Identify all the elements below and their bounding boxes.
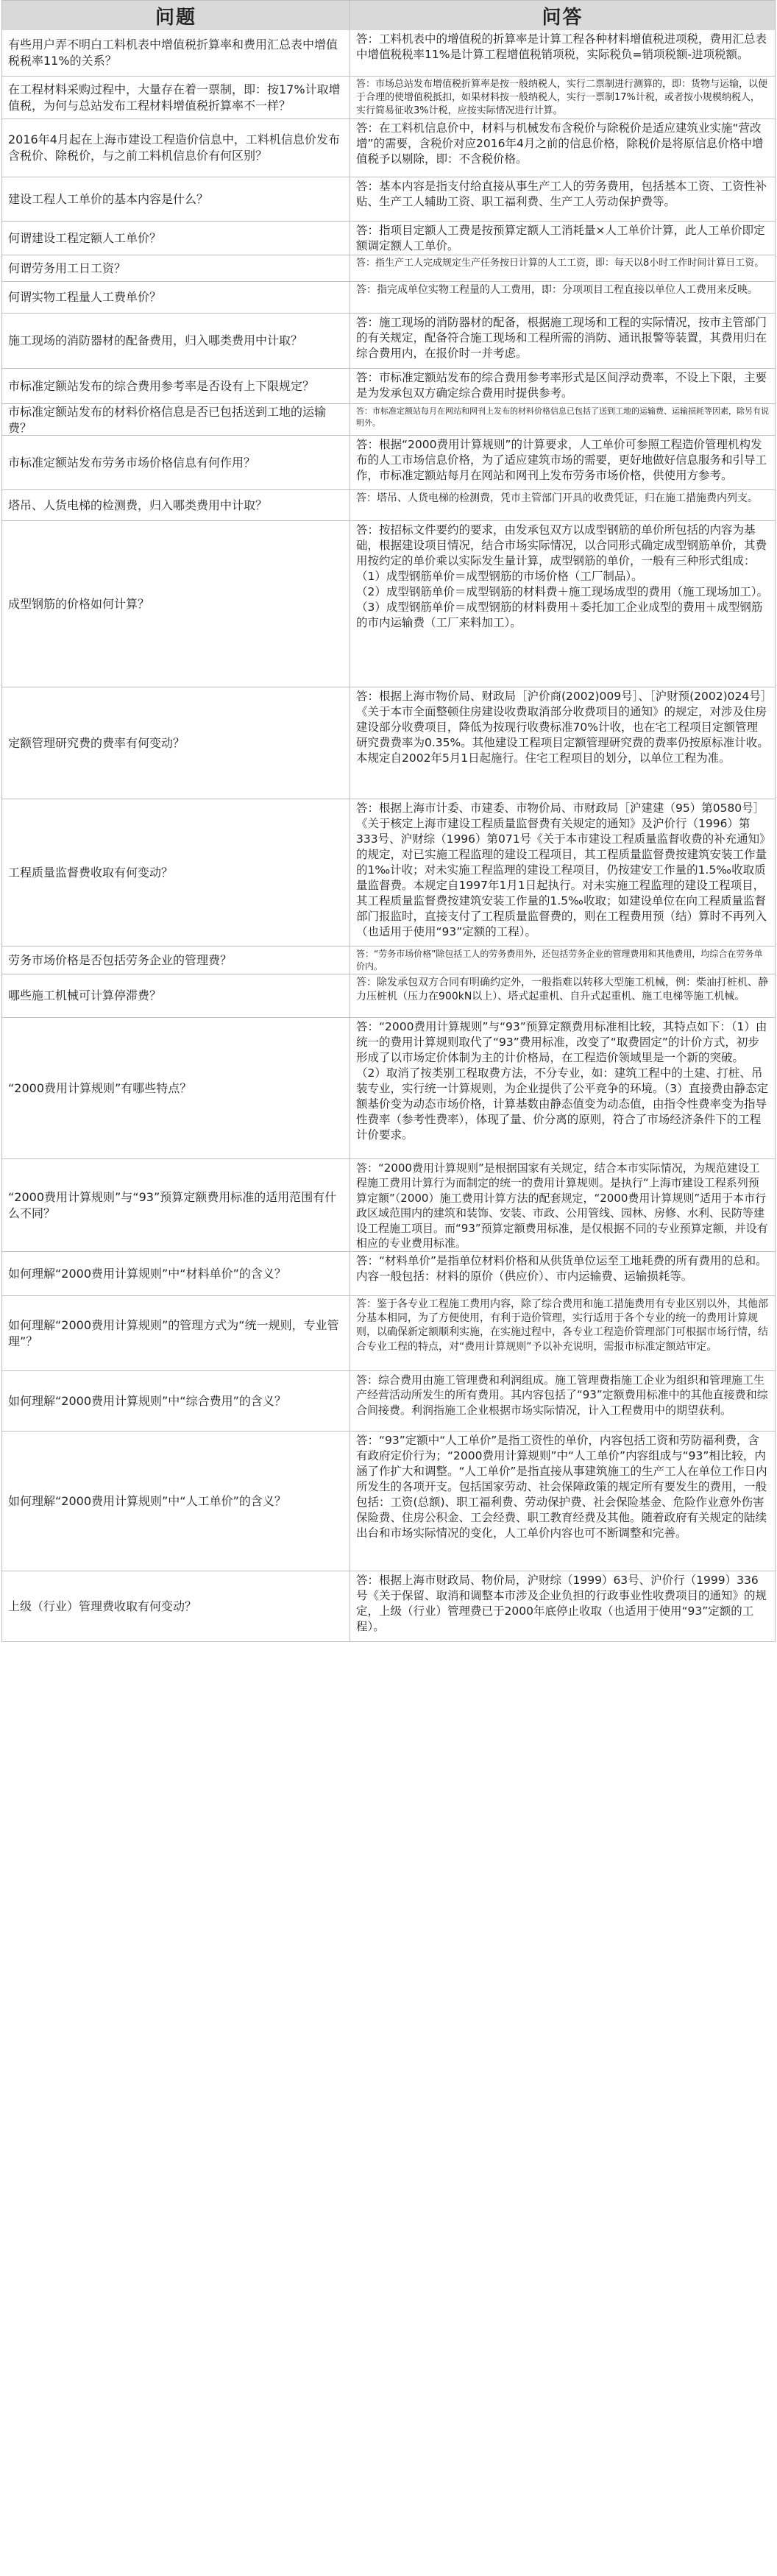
question-cell: 何谓建设工程定额人工单价？ [2,222,350,255]
question-cell: 定额管理研究费的费率有何变动？ [2,687,350,799]
table-row [2,313,775,368]
table-row [2,974,775,1017]
question-cell: 如何理解“2000费用计算规则”中“综合费用”的含义？ [2,1371,350,1431]
table-row [2,489,775,520]
table-row [2,1431,775,1571]
table-row [2,221,775,255]
question-cell: 如何理解“2000费用计算规则”中“材料单价”的含义？ [2,1252,350,1295]
answer-cell: 答：鉴于各专业工程施工费用内容，除了综合费用和施工措施费用有专业区别以外，其他部分基本相同，为了方便使用，有利于造价管理，实行适用于各个专业的统一的费用计算规则，以确保新定额顺利实施，在实施过程中，各专业工程造价管理部门可根据市场行情，结合专业工程的特点，对“费用计算规则”予以补充说明，需报市标准定额站审定。 [356,1298,768,1353]
question-cell: 如何理解“2000费用计算规则”的管理方式为“统一规则，专业管理”？ [2,1296,350,1370]
answer-cell: 答：根据上海市物价局、财政局［沪价商(2002)009号］、［沪财预(2002)024号］《关于本市全面整顿住房建设收费取消部分收费项目的通知》的规定，对涉及住房建设部分收费项目，降低为按现行收费标准70%计收，也在宅工程项目定额管理研究费费率为0.35%。其他建设工程项目定额管理研究费的费率仍按原标准计收。本规定自2002年5月1日起施行。住宅工程项目的划分，以单位工程为准。 [356,690,769,765]
answer-cell: 答：工料机表中的增值税的折算率是计算工程各种材料增值税进项税，费用汇总表中增值税税率11%是计算工程增值税销项税，实际税负=销项税额-进项税额。 [356,32,767,61]
question-cell: 市标准定额站发布的综合费用参考率是否设有上下限规定？ [2,369,350,403]
answer-cell: 答：除发承包双方合同有明确约定外，一般指难以转移大型施工机械，例：柴油打桩机、静力压桩机（压力在900kN以上）、塔式起重机、自升式起重机、施工电梯等施工机械。 [356,977,768,1003]
table-row [2,368,775,403]
question-column-header: 问题 [2,1,350,30]
question-cell: 2016年4月起在上海市建设工程造价信息中，工料机信息价发布含税价、除税价，与之前工料机信息价有何区别？ [2,119,350,177]
question-cell: 上级（行业）管理费收取有何变动？ [2,1571,350,1641]
answer-cell: 答：“劳务市场价格”除包括工人的劳务费用外，还包括劳务企业的管理费用和其他费用，均综合在劳务单价内。 [356,949,763,972]
answer-cell: 答：指生产工人完成规定生产任务按日计算的人工工资，即：每天以8小时工作时间计算日工资。 [356,258,764,269]
table-row [2,1295,775,1370]
question-cell: 施工现场的消防器材的配备费用，归入哪类费用中计取？ [2,314,350,368]
table-body [2,30,775,1641]
table-row [2,1370,775,1431]
answer-cell: 答：“93”定额中“人工单价”是指工资性的单价，内容包括工资和劳防福利费，含有政府定价行为；“2000费用计算规则”中“人工单价”内容组成与“93”相比较，内涵了作扩大和调整。“人工单价”是指直接从事建筑施工的生产工人在单位工作日内所发生的各项开支。包括国家劳动、社会保障政策的规定所有要发生的费用，一般包括：工资(总额)、职工福利费、劳动保护费、社会保险基金、危险作业意外伤害保险费、住房公积金、工会经费、职工教育经费及其他。随着政府有关规定的陆续出台和市场实际情况的变化，人工单价内容也可不断调整和完善。 [356,1434,767,1540]
answer-cell: 答：根据上海市计委、市建委、市物价局、市财政局［沪建建（95）第0580号］《关于核定上海市建设工程质量监督费有关规定的通知》及沪价行（1996）第333号、沪财综（1996）第071号《关于本市建设工程质量监督收费的补充通知》的规定，对已实施工程监理的建设工程项目，其工程质量监督费按建筑安装工作量的1‰计收；对未实施工程监理的建设工程项目，仍按建安工作量的1.5‰收取质量监督费。本规定自1997年1月1日起执行。对未实施工程监理的建设工程项目，其工程质量监督费按建筑安装工作量的1.5‰收取；如建设单位在向工程质量监督部门报监时，直接支付了工程质量监督费的，则在工程费用预（结）算时不再列入（也适用于使用“93”定额的工程）。 [356,802,767,938]
question-cell: 市标准定额站发布劳务市场价格信息有何作用？ [2,436,350,489]
table-row [2,946,775,974]
answer-cell: 答：根据上海市财政局、物价局，沪财综（1999）63号、沪价行（1999）336号《关于保留、取消和调整本市涉及企业负担的行政事业性收费项目的通知》的规定，上级（行业）管理费已于2000年底停止收取（也适用于使用“93”定额的工程）。 [356,1574,767,1633]
question-cell: 哪些施工机械可计算停滞费？ [2,974,350,1017]
answer-cell: 答：根据“2000费用计算规则”的计算要求，人工单价可参照工程造价管理机构发布的人工市场信息价格，为了适应建筑市场的需要，更好地做好信息服务和引导工作，市标准定额站每月在网站和网刊上发布劳务市场价格，供使用方参考。 [356,438,767,482]
table-row [2,435,775,489]
table-row [2,118,775,177]
question-cell: “2000费用计算规则”与“93”预算定额费用标准的适用范围有什么不同？ [2,1159,350,1252]
table-row [2,255,775,281]
table-row [2,281,775,313]
question-cell: 何谓实物工程量人工费单价？ [2,282,350,313]
table-row [2,1158,775,1251]
qa-table [1,0,776,1642]
answer-column-header: 问答 [542,6,583,29]
question-cell: 何谓劳务用工日工资？ [2,255,350,281]
answer-cell: 答：“2000费用计算规则”与“93”预算定额费用标准相比较，其特点如下：（1）由统一的费用计算规则取代了“93”费用标准，改变了“取费固定”的计价方式，初步形成了以市场定价体制为主的计价格局，在工程造价领域里是一个新的突破。 （2）取消了按类别工程取费方法，不分专业，如：建筑工程中的土建、打桩、吊装专业，实行统一计算规则，为企业提供了公平竞争的环境。（3）直接费由静态定额基价变为动态市场价格，计算基数由静态值变为动态值，由指令性费率变为指导性费率（参考性费率），体现了量、价分离的原则，符合了市场经济条件下的工程计价要求。 [356,1020,769,1142]
answer-cell: 答：指完成单位实物工程量的人工费用，即：分项项目工程直接以单位人工费用来反映。 [356,284,758,296]
answer-cell: 答：在工料机信息价中，材料与机械发布含税价与除税价是适应建筑业实施“营改增”的需要，含税价对应2016年4月之前的信息价格，除税价是将原信息价格中增值税予以剔除，即：不含税价格。 [356,121,764,166]
table-row [2,30,775,76]
table-row [2,799,775,946]
answer-cell: 答：“2000费用计算规则”是根据国家有关规定，结合本市实际情况，为规范建设工程施工费用计算行为而制定的统一的费用计算规则。是执行“上海市建设工程系列预算定额”（2000）施工费用计算方法的配套规定，“2000费用计算规则”适用于本市行政区域范围内的建筑和装饰、安装、市政、公用管线、园林、房修、水利、民防等建设工程施工项目。而“93”预算定额费用标准，是仅根据不同的专业预算定额，并设有相应的专业费用标准。 [356,1161,768,1250]
table-row [2,76,775,118]
question-cell: 工程质量监督费收取有何变动？ [2,799,350,946]
answer-cell: 答：按招标文件要约的要求，由发承包双方以成型钢筋的单价所包括的内容为基础，根据建设项目情况，结合市场实际情况，以合同形式确定成型钢筋单价，其费用按约定的单价乘以实际发生量计算，成型钢筋的单价，一般有三种形式组成： （1）成型钢筋单价＝成型钢筋的市场价格（工厂制品）。 （2）成型钢筋单价＝成型钢筋的材料费＋施工现场成型的费用（施工现场加工）。（3）成型钢筋单价＝成型钢筋的材料费用＋委托加工企业成型的费用＋成型钢筋的市内运输费（工厂来料加工）。 [356,523,769,629]
question-cell: 如何理解“2000费用计算规则”中“人工单价”的含义？ [2,1432,350,1571]
answer-cell: 答：塔吊、人货电梯的检测费，凭市主管部门开具的收费凭证，归在施工措施费内列支。 [356,492,758,504]
table-row [2,1571,775,1641]
answer-cell: 答：市场总站发布增值税折算率是按一般纳税人，实行二票制进行测算的，即：货物与运输，以便于合理的使增值税抵扣，如果材料按一般纳税人，实行一票制17%计税，或者按小规模纳税人，实行简易征收3%计税，应按实际情况进行计算。 [356,79,768,116]
table-row [2,1251,775,1295]
question-cell: 市标准定额站发布的材料价格信息是否已包括送到工地的运输费？ [2,404,350,436]
question-cell: 成型钢筋的价格如何计算？ [2,521,350,687]
table-row [2,177,775,221]
table-header [2,1,775,30]
question-cell: “2000费用计算规则”有哪些特点？ [2,1018,350,1158]
question-cell: 塔吊、人货电梯的检测费，归入哪类费用中计取？ [2,490,350,520]
answer-cell: 答：“材料单价”是指单位材料价格和从供货单位运至工地耗费的所有费用的总和。内容一般包括：材料的原价（供应价）、市内运输费、运输损耗等。 [356,1254,767,1283]
table-row [2,520,775,687]
answer-cell: 答：基本内容是指支付给直接从事生产工人的劳务费用，包括基本工资、工资性补贴、生产工人辅助工资、职工福利费、生产工人劳动保护费等。 [356,180,767,208]
answer-cell: 答：指项目定额人工费是按预算定额人工消耗量×人工单价计算，此人工单价即定额调定额人工单价。 [356,224,765,252]
table-row [2,403,775,435]
question-cell: 建设工程人工单价的基本内容是什么？ [2,177,350,221]
table-row [2,687,775,799]
answer-cell: 答：综合费用由施工管理费和利润组成。施工管理费指施工企业为组织和管理施工生产经营活动所发生的所有费用。其内容包括了“93”定额费用标准中的其他直接费和综合间接费。利润指施工企业根据市场实际情况，计入工程费用中的期望获利。 [356,1373,768,1417]
question-cell: 劳务市场价格是否包括劳务企业的管理费？ [2,946,350,974]
answer-cell: 答：施工现场的消防器材的配备，根据施工现场和工程的实际情况，按市主管部门的有关规定，配备符合施工现场和工程所需的消防、通讯报警等装置，其费用归在综合费用内，在报价时一并考虑。 [356,316,767,360]
answer-cell: 答：市标准定额站发布的综合费用参考率形式是区间浮动费率，不设上下限，主要是为发承包双方确定综合费用时提供参考。 [356,371,767,400]
question-cell: 在工程材料采购过程中，大量存在着一票制，即：按17%计取增值税，为何与总站发布工程材料增值税折算率不一样？ [2,77,350,119]
answer-cell: 答：市标准定额站每月在网站和网刊上发布的材料价格信息已包括了送到工地的运输费、运输损耗等因素，除另有说明外。 [356,406,769,428]
table-row [2,1017,775,1158]
question-cell: 有些用户弄不明白工料机表中增值税折算率和费用汇总表中增值税税率11%的关系？ [2,30,350,76]
